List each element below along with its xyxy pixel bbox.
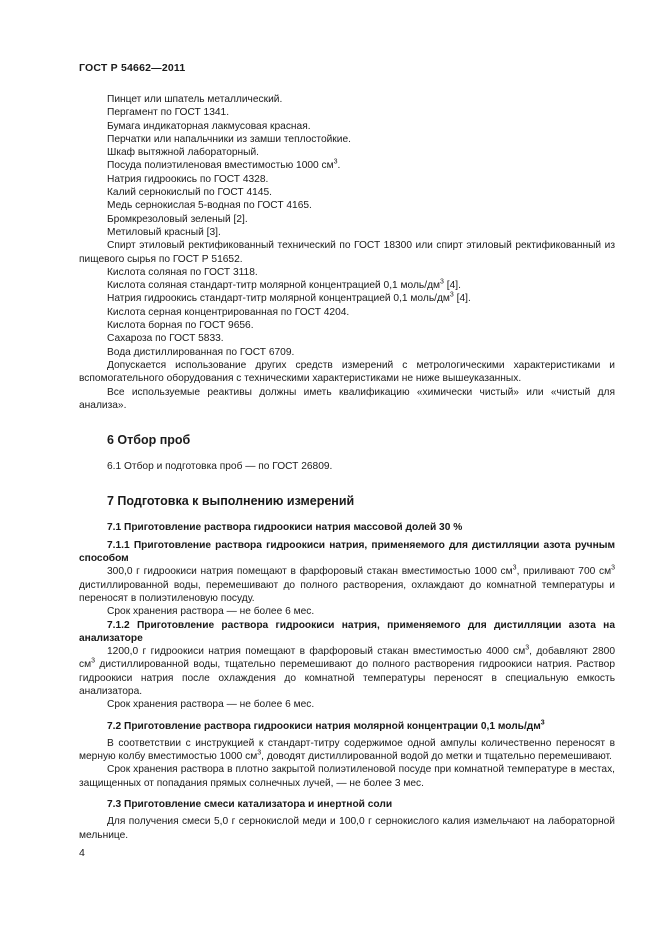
clause-7-1-1-title: 7.1.1 Приготовление раствора гидроокиси натрия, применяемого для дистилляции азота ручным способом [79,539,615,565]
material-item: Натрия гидроокись по ГОСТ 4328. [107,173,269,185]
material-item: Бромкрезоловый зеленый [2]. [107,213,248,225]
material-item: Шкаф вытяжной лабораторный. [107,147,260,159]
material-item: Сахароза по ГОСТ 5833. [107,333,224,345]
clause-6-1: 6.1 Отбор и подготовка проб — по ГОСТ 26809. [107,461,333,473]
material-item: Бумага индикаторная лакмусовая красная. [107,120,311,132]
paragraph: Срок хранения раствора — не более 6 мес. [107,606,315,618]
material-item: Спирт этиловый ректификованный технический по ГОСТ 18300 или спирт этиловый ректификованный из пищевого сырья по ГОСТ Р 51652. [79,240,615,265]
document-header: ГОСТ Р 54662—2011 [79,62,186,74]
material-item: Пергамент по ГОСТ 1341. [107,107,230,119]
document-body [79,93,615,842]
material-item: Перчатки или напальчники из замши теплостойкие. [107,133,351,145]
clause-7-1-2-title: 7.1.2 Приготовление раствора гидроокиси натрия, применяемого для дистилляции азота на анализаторе [79,619,615,644]
paragraph: Допускается использование других средств измерений с метрологическими характеристиками и вспомогательного оборудования с техническими характеристиками не ниже вышеуказанных. [79,359,615,385]
paragraph: Срок хранения раствора в плотно закрытой полиэтиленовой посуде при комнатной температуре в местах, защищенных от попадания прямых солнечных лучей, — не более 3 мес. [79,764,615,789]
material-item: Вода дистиллированная по ГОСТ 6709. [107,346,295,358]
material-item: Метиловый красный [3]. [107,226,221,238]
clause-7-2-title: 7.2 Приготовление раствора гидроокиси натрия молярной концентрации 0,1 моль/$дм^3$ [107,719,545,732]
paragraph: 300,0 г гидроокиси натрия помещают в фарфоровый стакан вместимостью 1000 $см^3$, приливают 700 $см^3$ дистиллированной воды, перемешивают до полного растворения, охлаждают до комнатной температуры и переносят в полиэтиленовую посуду. [79,564,615,604]
material-item: Кислота борная по ГОСТ 9656. [107,320,254,332]
material-item: Кислота серная концентрированная по ГОСТ 4204. [107,306,350,318]
paragraph: В соответствии с инструкцией к стандарт-титру содержимое одной ампулы количественно переносят в мерную колбу вместимостью 1000 $см^3$, доводят дистиллированной водой до метки и тщательно перемешивают. [79,737,615,763]
material-item: Пинцет или шпатель металлический. [107,94,283,105]
material-item: Натрия гидроокись стандарт-титр молярной концентрацией 0,1 моль/$дм^3$ [4]. [107,292,471,305]
material-item: Кислота соляная по ГОСТ 3118. [107,266,258,278]
section-6-title: 6 Отбор проб [107,433,191,448]
clause-7-1-title: 7.1 Приготовление раствора гидроокиси натрия массовой долей 30 % [107,522,463,534]
section-7-title: 7 Подготовка к выполнению измерений [107,494,355,509]
paragraph: Для получения смеси 5,0 г сернокислой меди и 100,0 г сернокислого калия измельчают на лабораторной мельнице. [79,816,615,841]
material-item: Медь сернокислая 5-водная по ГОСТ 4165. [107,200,312,212]
material-item: Кислота соляная стандарт-титр молярной концентрацией 0,1 моль/$дм^3$ [4]. [107,278,461,292]
page-number: 4 [79,847,85,859]
material-item: Калий сернокислый по ГОСТ 4145. [107,187,272,199]
paragraph: Срок хранения раствора — не более 6 мес. [107,699,315,711]
clause-7-3-title: 7.3 Приготовление смеси катализатора и инертной соли [107,799,393,811]
paragraph: Все используемые реактивы должны иметь квалификацию «химически чистый» или «чистый для анализа». [79,386,615,411]
material-item: Посуда полиэтиленовая вместимостью 1000 $см^3$. [107,159,341,172]
paragraph: 1200,0 г гидроокиси натрия помещают в фарфоровый стакан вместимостью 4000 $см^3$, добавляют 2800 $см^3$ дистиллированной воды, тщательно перемешивают до полного растворения гидроокиси натрия. Раствор гидроокиси натрия после охлаждения до комнатной температуры переносят в специальную емкость анализатора. [79,644,615,697]
